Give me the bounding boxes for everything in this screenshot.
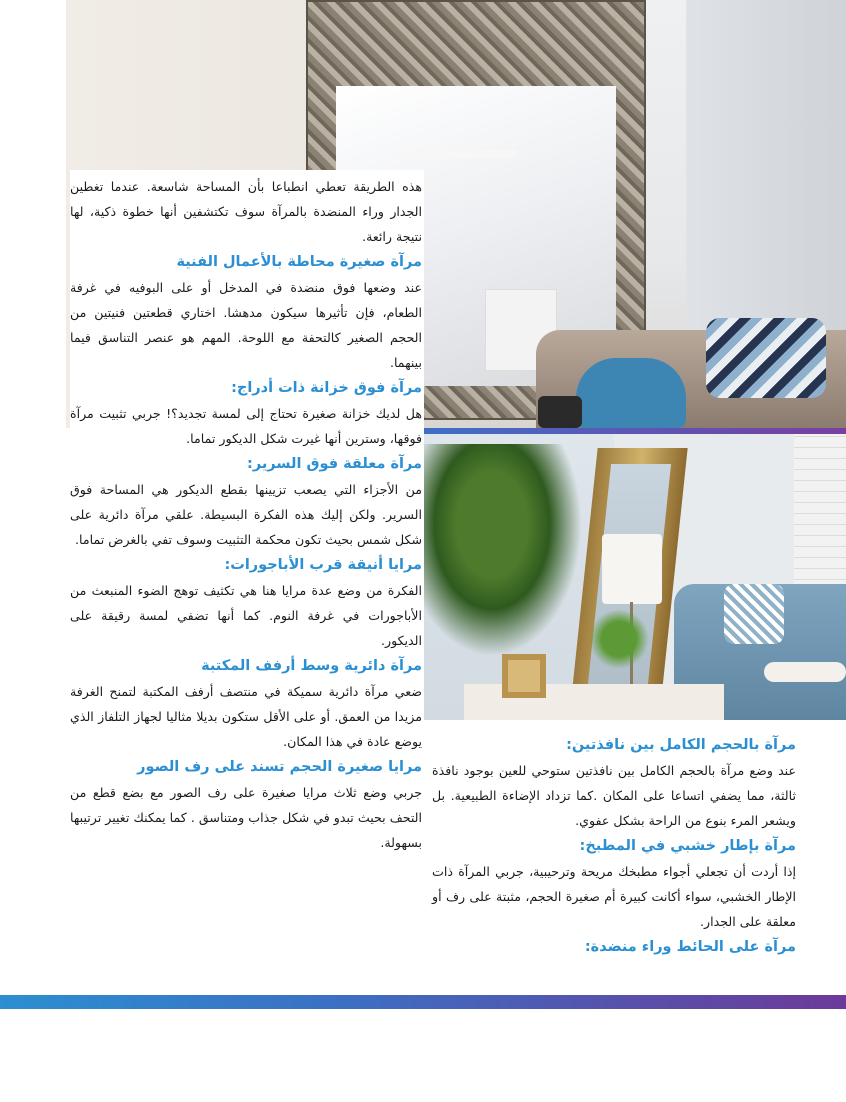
- photo-cushion: [724, 584, 784, 644]
- section-heading: مرآة بالحجم الكامل بين نافذتين:: [566, 737, 796, 753]
- section-body: ضعي مرآة دائرية سميكة في منتصف أرفف المكتبة لتمنح الغرفة مزيدا من العمق. أو على الأقل ستكون بديلا مثاليا لجهاز التلفاز الذي يوضع عادة في هذا المكان.: [70, 684, 422, 749]
- section-heading: مرآة معلقة فوق السرير:: [247, 456, 422, 472]
- section-body: هل لديك خزانة صغيرة تحتاج إلى لمسة تجديد؟! جربي تثبيت مرآة فوقها، وسترين أنها غيرت شكل الديكور تماما.: [70, 406, 422, 446]
- intro-paragraph: هذه الطريقة تعطي انطباعا بأن المساحة شاسعة. عندما تغطين الجدار وراء المنضدة بالمرآة سوف تكتشفين أنها خطوة ذكية، لها نتيجة رائعة.: [70, 179, 422, 244]
- photo-right-wall: [686, 0, 846, 330]
- photo-pillow: [706, 318, 826, 398]
- section-body: من الأجزاء التي يصعب تزيينها بقطع الديكور هي المساحة فوق السرير. ولكن إليك هذه الفكرة البسيطة. علقي مرآة دائرية على شكل شمس بحيث تكون محكمة التثبيت وسوف تفي بالغرض تماما.: [70, 482, 422, 547]
- photo-small-plant: [584, 604, 654, 674]
- photo-plant: [424, 444, 594, 674]
- photo-stool: [538, 396, 582, 428]
- section-heading: مرآة على الحائط وراء منضدة:: [584, 939, 796, 955]
- photo-reflected-light: [396, 150, 516, 158]
- section-heading: مرايا أنيقة قرب الأباجورات:: [224, 557, 422, 573]
- section-body: عند وضع مرآة بالحجم الكامل بين نافذتين ستوحي للعين بوجود نافذة ثالثة، مما يضفي اتساعا على المكان .كما تزداد الإضاءة الطبيعية. بل ويشعر المرء بنوع من الراحة بشكل عفوي.: [432, 763, 796, 828]
- photo-picture-frame: [502, 654, 546, 698]
- section-body: عند وضعها فوق منضدة في المدخل أو على البوفيه في غرفة الطعام، فإن تأثيرها سيكون مدهشا. اختاري قطعتين فنيتين من الحجم الصغير كالتحفة مع اللوحة. المهم هو عنصر التناسق فيما بينهما.: [70, 280, 422, 370]
- photo-lamp-shade: [602, 534, 662, 604]
- section-heading: مرآة صغيرة محاطة بالأعمال الفنية: [176, 254, 422, 270]
- section-heading: مرايا صغيرة الحجم تسند على رف الصور: [137, 759, 422, 775]
- bottom-gradient-bar: [0, 995, 846, 1009]
- section-heading: مرآة دائرية وسط أرفف المكتبة: [201, 658, 422, 674]
- right-text-column: [432, 732, 796, 960]
- photo-coffee-table: [764, 662, 846, 682]
- section-body: جربي وضع ثلاث مرايا صغيرة على رف الصور مع بضع قطع من التحف بحيث تبدو في شكل جذاب ومتناسق . كما يمكنك تغيير ترتيبها بسهولة.: [70, 785, 422, 850]
- section-body: الفكرة من وضع عدة مرايا هنا هي تكثيف توهج الضوء المنبعث من الأباجورات في غرفة النوم. كما أنها تضفي لمسة رقيقة على الديكور.: [70, 583, 422, 648]
- section-heading: مرآة فوق خزانة ذات أدراج:: [231, 380, 422, 396]
- photo-blue-chair: [576, 358, 686, 428]
- left-text-column: [70, 170, 424, 855]
- photo-floor-mirror-room: [424, 434, 846, 720]
- section-heading: مرآة بإطار خشبي في المطبخ:: [579, 838, 796, 854]
- section-body: إذا أردت أن تجعلي أجواء مطبخك مريحة وترحيبية، جربي المرآة ذات الإطار الخشبي، سواء أكانت كبيرة أم صغيرة الحجم، مثبتة على رف أو معلقة على الجدار.: [432, 864, 796, 929]
